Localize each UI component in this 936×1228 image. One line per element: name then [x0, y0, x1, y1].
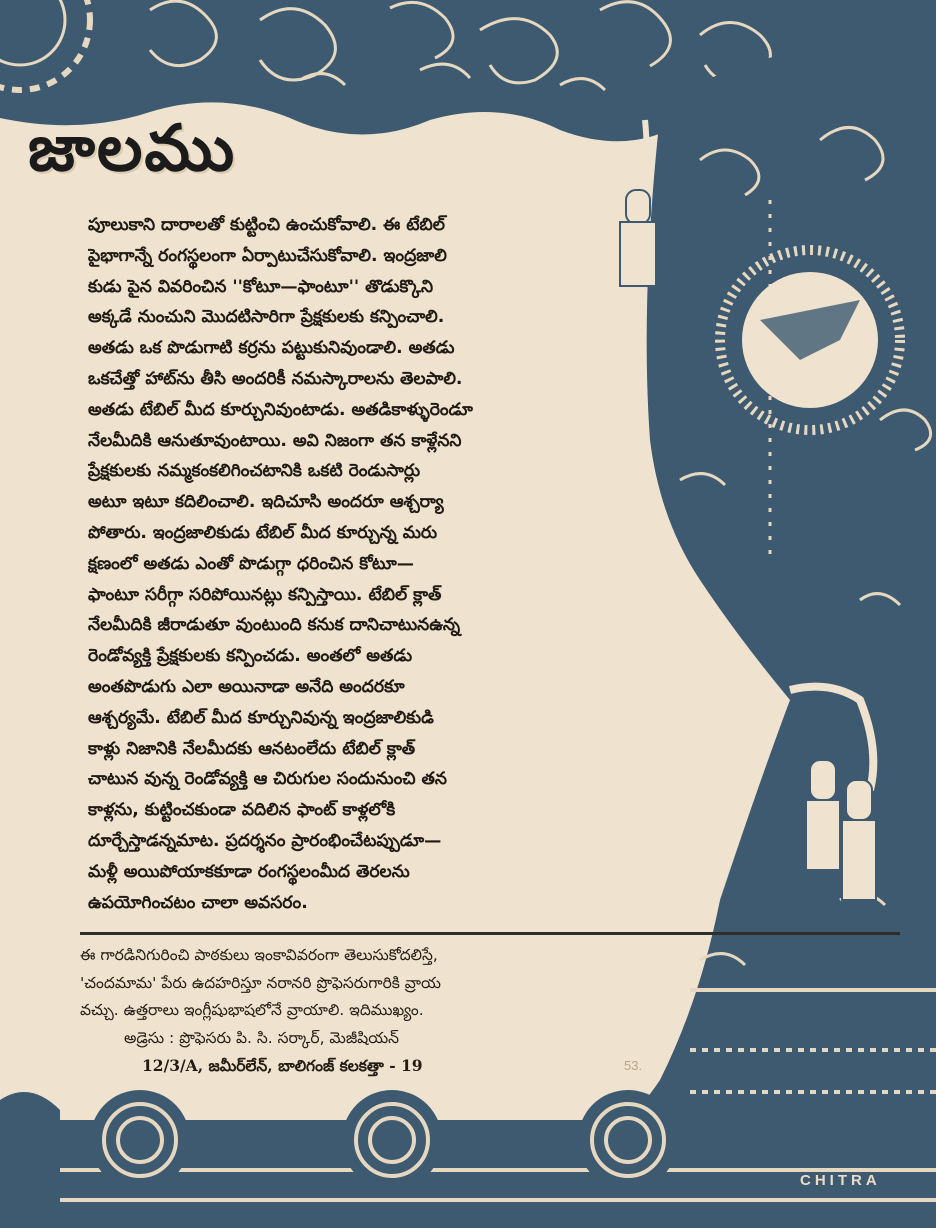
note-line: 'చందమామ' పేరు ఉదహరిస్తూ నరానరి ప్రొఫెసరుగారికి వ్రాయ [80, 973, 441, 992]
curtain-right-drape [600, 20, 936, 1150]
body-line: క్షణంలో అతడు ఎంతో పొడుగ్గా ధరించిన కోటూ— [88, 553, 414, 574]
address-line: 12/3/A, జమీర్‌లేన్, బాలిగంజ్ కలకత్తా - 19 [142, 1056, 423, 1075]
body-line: ఒకచేత్తో హాట్‌ను తీసి అందరికీ నమస్కారాలను తెలపాలి. [88, 368, 463, 389]
body-line: చాటున వున్న రెండోవ్యక్తి ఆ చిరుగుల సందునుంచి తన [88, 769, 447, 790]
page-mark: 53. [624, 1058, 643, 1073]
body-line: దూర్చేస్తాడన్నమాట. ప్రదర్శనం ప్రారంభించేటప్పుడూ— [88, 830, 442, 851]
body-line: పూలుకాని దారాలతో కుట్టించి ఉంచుకోవాలి. ఈ టేబిల్ [88, 215, 445, 235]
body-line: రెండోవ్యక్తి ప్రేక్షకులకు కన్పించడు. అంతలో అతడు [88, 646, 413, 667]
body-line: నేలమీదికి జీరాడుతూ వుంటుంది కనుక దానిచాటునఉన్న [88, 615, 461, 636]
body-line: అతడు టేబిల్ మీద కూర్చునివుంటాడు. అతడికాళ్ళురెండూ [88, 399, 473, 420]
body-line: కాళ్లను, కుట్టించకుండా వదిలిన ఫాంట్ కాళ్లలోకి [88, 800, 396, 821]
note-line: వచ్చు. ఉత్తరాలు ఇంగ్లీషుభాషలోనే వ్రాయాలి. ఇదిముఖ్యం. [80, 1001, 424, 1019]
body-line: నేలమీదికి ఆనుతూవుంటాయి. అవి నిజంగా తన కాళ్లేనని [88, 430, 462, 451]
body-line: ఫాంటూ సరీగ్గా సరిపోయినట్లు కన్పిస్తాయి. టేబిల్ క్లాత్ [88, 584, 442, 605]
body-line: మళ్లీ అయిపోయాకకూడా రంగస్థలంమీద తెరలను [88, 861, 410, 882]
note-line: ఈ గారడినిగురించి పాఠకులు ఇంకావివరంగా తెలుసుకోదలిస్తే, [80, 946, 438, 964]
body-line: అంతపొడుగు ఎలా అయినాడా అనేది అందరకూ [88, 676, 405, 697]
body-line: అటూ ఇటూ కదిలించాలి. ఇదిచూసి అందరూ ఆశ్చర్యా [88, 492, 444, 513]
reader-note [80, 942, 620, 1080]
body-line: ఉపయోగించటం చాలా అవసరం. [88, 892, 308, 913]
body-line: పైభాగాన్నే రంగస్థలంగా ఏర్పాటుచేసుకోవాలి. ఇంద్రజాలి [88, 245, 447, 266]
body-line: అక్కడే నుంచుని మొదటిసారిగా ప్రేక్షకులకు కన్పించాలి. [88, 307, 445, 328]
artist-signature: CHITRA [800, 1172, 881, 1189]
body-line: పోతారు. ఇంద్రజాలికుడు టేబిల్ మీద కూర్చున్న మరు [88, 522, 438, 543]
body-line: ప్రేక్షకులకు నమ్మకంకలిగించటానికి ఒకటి రెండుసార్లు [88, 461, 421, 482]
article-body [88, 210, 628, 918]
body-line: ఆశ్చర్యమే. టేబిల్ మీద కూర్చునివున్న ఇంద్రజాలికుడి [88, 707, 434, 728]
address-line: అడ్రెసు : ప్రొఫెసరు పి. సి. సర్కార్, మెజీషియన్ [124, 1028, 400, 1047]
section-divider [80, 932, 900, 935]
page-title: జాలము [28, 112, 237, 186]
body-line: కాళ్లు నిజానికి నేలమీదకు ఆనటంలేదు టేబిల్ క్లాత్ [88, 738, 416, 759]
body-line: కుడు పైన వివరించిన ''కోటూ—ఫాంటూ'' తొడుక్కొని [88, 276, 434, 297]
body-line: అతడు ఒక పొడుగాటి కర్రను పట్టుకునివుండాలి. అతడు [88, 338, 455, 359]
